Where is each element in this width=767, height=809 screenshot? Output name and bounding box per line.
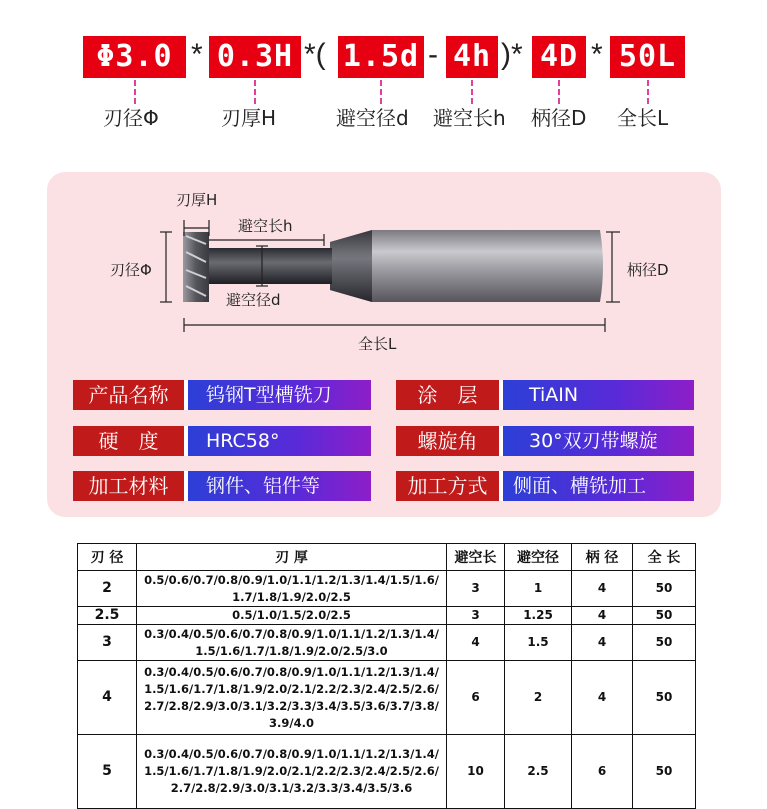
cell-shank-diameter: 4 xyxy=(572,571,633,607)
code-separator: * xyxy=(591,38,603,71)
cell-blade-diameter: 2.5 xyxy=(78,607,137,625)
diagram-label-total-length: 全长L xyxy=(358,335,397,353)
leader-line xyxy=(558,80,560,104)
info-label-helix-angle: 螺旋角 xyxy=(396,426,503,456)
info-label-product-name: 产品名称 xyxy=(73,380,188,410)
clearance-neck xyxy=(208,248,332,284)
info-label-machining: 加工方式 xyxy=(396,471,503,501)
shank xyxy=(330,230,603,302)
code-clearance-diameter: 1.5d xyxy=(338,36,424,78)
cell-clearance-length: 3 xyxy=(447,571,505,607)
diagram-label-shank-diameter: 柄径D xyxy=(627,261,669,279)
cell-clearance-length: 3 xyxy=(447,607,505,625)
leader-line xyxy=(134,80,136,104)
label-blade-thickness: 刃厚H xyxy=(221,106,277,130)
label-clearance-diameter: 避空径d xyxy=(336,106,409,130)
header-clearance-diameter: 避空径 xyxy=(505,544,572,571)
cell-blade-thickness: 0.5/1.0/1.5/2.0/2.5 xyxy=(137,607,447,625)
cell-shank-diameter: 4 xyxy=(572,607,633,625)
cell-blade-diameter: 2 xyxy=(78,571,137,607)
label-blade-diameter: 刃径Φ xyxy=(103,106,159,130)
cell-total-length: 50 xyxy=(633,625,696,661)
leader-line xyxy=(254,80,256,104)
code-separator: * xyxy=(191,38,203,71)
code-separator: - xyxy=(428,38,438,71)
cell-blade-diameter: 3 xyxy=(78,625,137,661)
spec-code-row xyxy=(0,0,767,150)
cell-blade-thickness: 0.3/0.4/0.5/0.6/0.7/0.8/0.9/1.0/1.1/1.2/1.3/1.4/1.5/1.6/1.7/1.8/1.9/2.0/2.1/2.2/2.3/2.4/2.5/2.6/2.7/2.8/2.9/3.0/3.1/3.2/3.3/3.4/3.5/3.6 xyxy=(137,735,447,809)
table-header-row xyxy=(78,544,696,571)
header-blade-thickness: 刃 厚 xyxy=(137,544,447,571)
diagram-label-blade-diameter: 刃径Φ xyxy=(110,261,152,279)
cell-clearance-diameter: 2 xyxy=(505,661,572,735)
table-row xyxy=(78,625,696,661)
cell-clearance-length: 10 xyxy=(447,735,505,809)
table-row xyxy=(78,571,696,607)
cell-blade-thickness: 0.3/0.4/0.5/0.6/0.7/0.8/0.9/1.0/1.1/1.2/1.3/1.4/1.5/1.6/1.7/1.8/1.9/2.0/2.1/2.2/2.3/2.4/2.5/2.6/2.7/2.8/2.9/3.0/3.1/3.2/3.3/3.4/3.5/3.6/3.7/3.8/3.9/4.0 xyxy=(137,661,447,735)
cell-blade-diameter: 5 xyxy=(78,735,137,809)
header-shank-diameter: 柄 径 xyxy=(572,544,633,571)
info-value-helix-angle: 30°双刃带螺旋 xyxy=(503,426,694,456)
code-blade-thickness: 0.3H xyxy=(209,36,301,78)
cell-blade-diameter: 4 xyxy=(78,661,137,735)
leader-line xyxy=(471,80,473,104)
cell-clearance-diameter: 1.25 xyxy=(505,607,572,625)
info-value-machining: 侧面、槽铣加工 xyxy=(503,471,694,501)
cell-total-length: 50 xyxy=(633,735,696,809)
cell-total-length: 50 xyxy=(633,571,696,607)
header-clearance-length: 避空长 xyxy=(447,544,505,571)
code-total-length: 50L xyxy=(610,36,685,78)
label-clearance-length: 避空长h xyxy=(433,106,506,130)
cell-shank-diameter: 6 xyxy=(572,735,633,809)
diagram-label-clearance-length: 避空长h xyxy=(238,217,293,235)
code-separator: )* xyxy=(501,38,523,71)
info-label-coating: 涂 层 xyxy=(396,380,503,410)
info-value-product-name: 钨钢T型槽铣刀 xyxy=(188,380,371,410)
cell-clearance-diameter: 1.5 xyxy=(505,625,572,661)
header-blade-diameter: 刃 径 xyxy=(78,544,137,571)
code-clearance-length: 4h xyxy=(446,36,498,78)
cell-blade-thickness: 0.5/0.6/0.7/0.8/0.9/1.0/1.1/1.2/1.3/1.4/1.5/1.6/1.7/1.8/1.9/2.0/2.5 xyxy=(137,571,447,607)
info-value-material: 钢件、铝件等 xyxy=(188,471,371,501)
table-row xyxy=(78,607,696,625)
diagram-label-clearance-diameter: 避空径d xyxy=(226,291,281,309)
label-shank-diameter: 柄径D xyxy=(531,106,587,130)
info-value-coating: TiAIN xyxy=(503,380,694,410)
code-shank-diameter: 4D xyxy=(532,36,586,78)
info-label-material: 加工材料 xyxy=(73,471,188,501)
cell-total-length: 50 xyxy=(633,661,696,735)
cutter-head xyxy=(183,232,209,302)
cell-clearance-length: 4 xyxy=(447,625,505,661)
cell-blade-thickness: 0.3/0.4/0.5/0.6/0.7/0.8/0.9/1.0/1.1/1.2/1.3/1.4/1.5/1.6/1.7/1.8/1.9/2.0/2.5/3.0 xyxy=(137,625,447,661)
cell-shank-diameter: 4 xyxy=(572,661,633,735)
cell-clearance-diameter: 2.5 xyxy=(505,735,572,809)
header-total-length: 全 长 xyxy=(633,544,696,571)
code-blade-diameter: Φ3.0 xyxy=(83,36,186,78)
info-value-hardness: HRC58° xyxy=(188,426,371,456)
table-row xyxy=(78,661,696,735)
leader-line xyxy=(380,80,382,104)
cell-total-length: 50 xyxy=(633,607,696,625)
code-separator: *( xyxy=(304,38,326,71)
spec-table xyxy=(77,543,696,809)
label-total-length: 全长L xyxy=(617,106,669,130)
cell-clearance-diameter: 1 xyxy=(505,571,572,607)
diagram-label-blade-thickness: 刃厚H xyxy=(176,191,218,209)
cell-clearance-length: 6 xyxy=(447,661,505,735)
leader-line xyxy=(647,80,649,104)
cell-shank-diameter: 4 xyxy=(572,625,633,661)
table-row xyxy=(78,735,696,809)
info-label-hardness: 硬 度 xyxy=(73,426,188,456)
